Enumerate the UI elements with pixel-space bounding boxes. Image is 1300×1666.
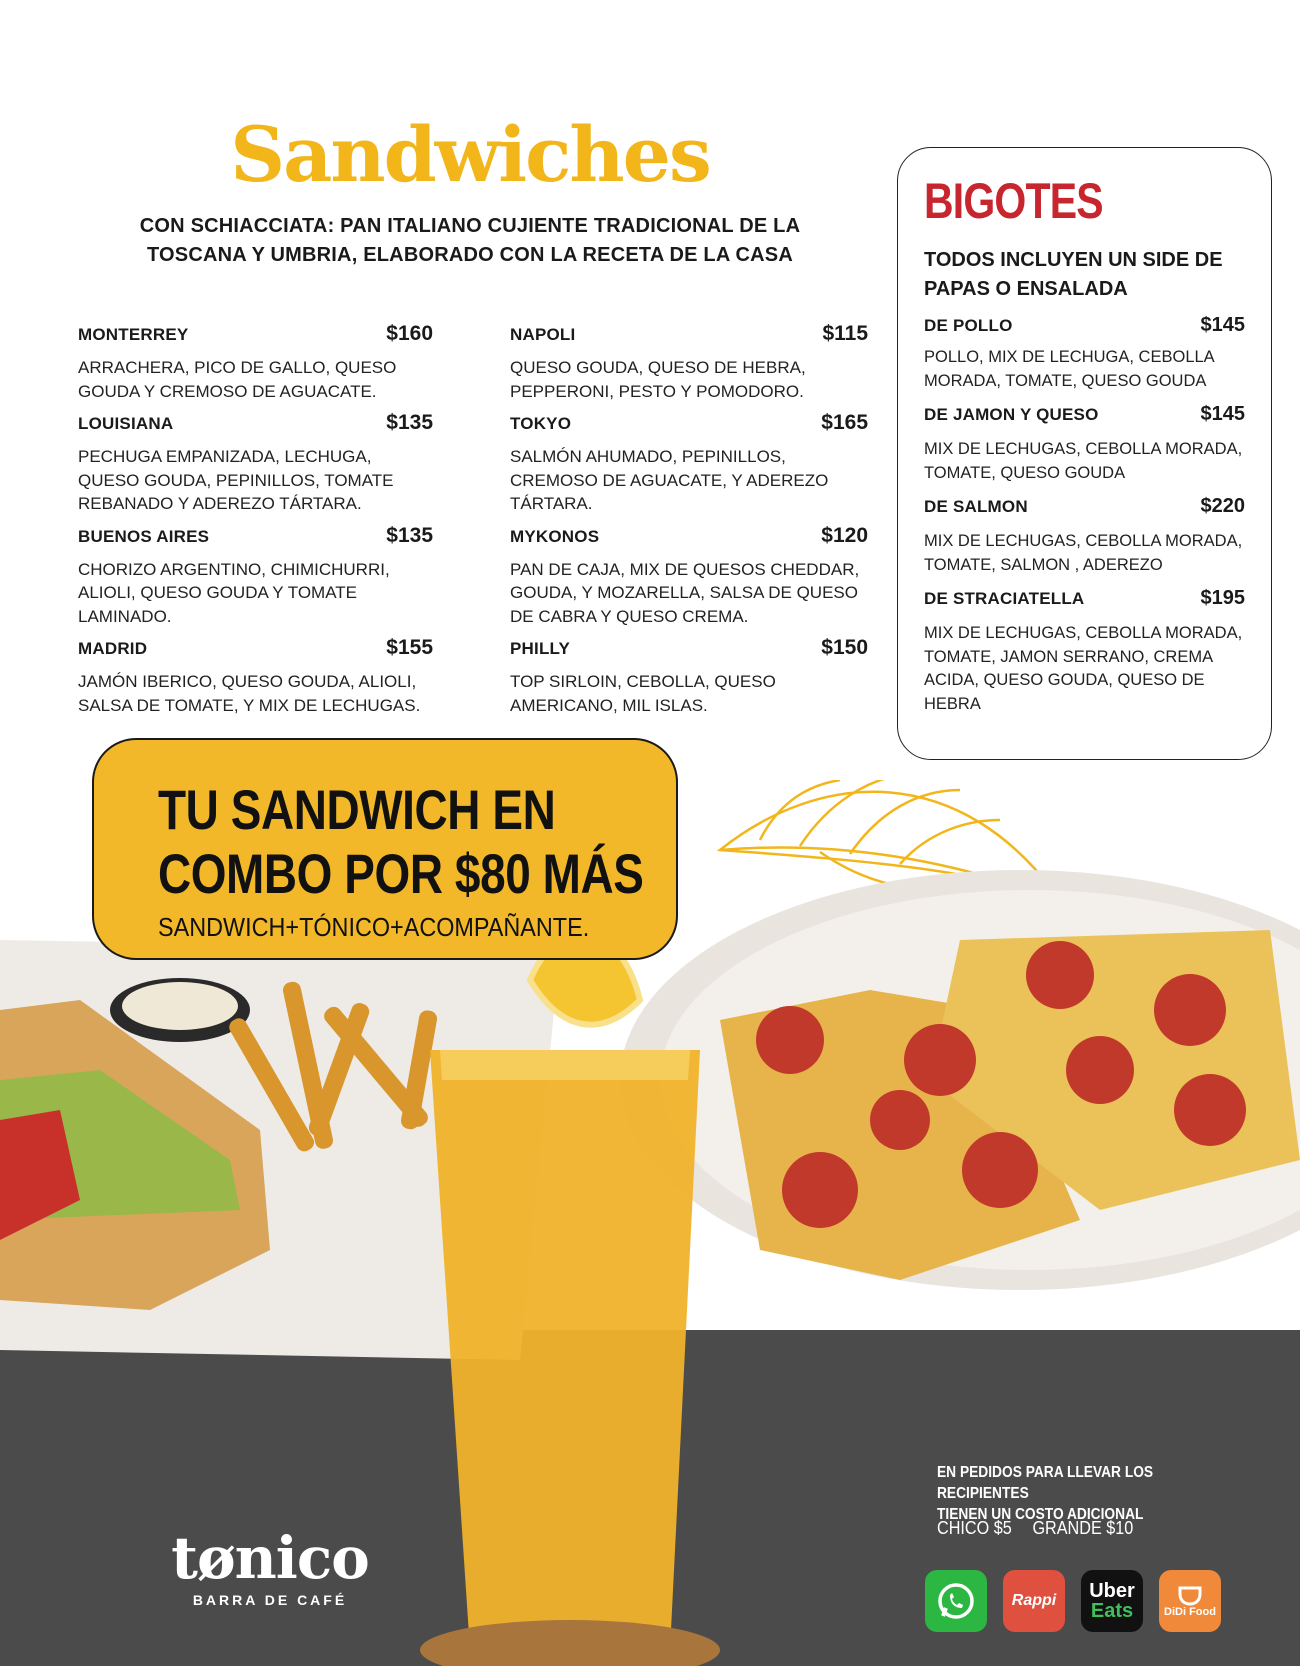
item-name: MYKONOS <box>510 526 600 546</box>
combo-headline <box>158 778 683 906</box>
menu-column-middle <box>510 322 868 725</box>
item-price: $145 <box>1200 403 1245 425</box>
item-price: $195 <box>1200 587 1245 609</box>
combo-subtext: SANDWICH+TÓNICO+ACOMPAÑANTE. <box>158 912 590 942</box>
page-subtitle <box>60 212 880 270</box>
menu-item <box>78 322 433 403</box>
page-title: Sandwiches <box>230 110 710 199</box>
item-name: LOUISIANA <box>78 414 174 433</box>
menu-item <box>510 322 868 403</box>
combo-line-2: COMBO POR $80 MÁS <box>158 842 644 905</box>
item-name: TOKYO <box>510 414 572 433</box>
drink-glass <box>430 1050 700 1650</box>
subtitle-line-1: CON SCHIACCIATA: PAN ITALIANO CUJIENTE TRADICIONAL DE LA <box>139 215 801 237</box>
coaster <box>420 1620 720 1666</box>
item-description: PECHUGA EMPANIZADA, LECHUGA, QUESO GOUDA, PEPINILLOS, TOMATE REBANADO Y ADEREZO TÁRTARA. <box>78 447 394 513</box>
uber-label: Uber <box>1089 1580 1135 1602</box>
item-name: MADRID <box>78 639 148 658</box>
menu-item <box>78 524 433 629</box>
bigotes-item <box>924 403 1245 485</box>
subtitle-line-2: TOSCANA Y UMBRIA, ELABORADO CON LA RECETA DE LA CASA <box>147 244 793 266</box>
takeaway-note <box>937 1462 1212 1525</box>
item-name: BUENOS AIRES <box>78 526 210 546</box>
item-description: ARRACHERA, PICO DE GALLO, QUESO GOUDA Y CREMOSO DE AGUACATE. <box>78 358 397 401</box>
item-price: $150 <box>821 636 868 659</box>
item-price: $135 <box>386 411 433 434</box>
item-description: QUESO GOUDA, QUESO DE HEBRA, PEPPERONI, PESTO Y POMODORO. <box>510 358 806 401</box>
menu-item <box>78 411 433 516</box>
menu-column-left <box>78 322 433 725</box>
item-description: CHORIZO ARGENTINO, CHIMICHURRI, ALIOLI, QUESO GOUDA Y TOMATE LAMINADO. <box>78 559 390 626</box>
size-large-price: GRANDE $10 <box>1032 1518 1134 1538</box>
combo-line-1: TU SANDWICH EN <box>158 778 556 841</box>
didi-food-icon[interactable] <box>1159 1570 1221 1632</box>
menu-item <box>510 411 868 516</box>
item-price: $145 <box>1200 314 1245 336</box>
item-price: $120 <box>821 523 868 547</box>
rappi-icon[interactable]: Rappi <box>1003 1570 1065 1632</box>
whatsapp-icon[interactable] <box>925 1570 987 1632</box>
item-name: DE SALMON <box>924 497 1028 516</box>
uber-eats-icon[interactable] <box>1081 1570 1143 1632</box>
didi-label: DiDi Food <box>1164 1606 1216 1618</box>
item-price: $220 <box>1200 495 1245 517</box>
item-name: DE POLLO <box>924 316 1013 335</box>
item-price: $135 <box>386 523 433 547</box>
combo-banner <box>92 738 678 960</box>
brand-logo <box>160 1524 380 1608</box>
item-name: MONTERREY <box>78 325 189 344</box>
bigotes-item <box>924 495 1245 577</box>
container-prices <box>937 1518 1149 1539</box>
item-price: $115 <box>822 322 868 345</box>
item-price: $155 <box>386 636 433 659</box>
size-small-price: CHICO $5 <box>937 1518 1012 1538</box>
bigotes-card <box>897 147 1272 760</box>
item-price: $160 <box>386 322 433 345</box>
item-description: JAMÓN IBERICO, QUESO GOUDA, ALIOLI, SALSA DE TOMATE, Y MIX DE LECHUGAS. <box>78 672 421 715</box>
item-description: PAN DE CAJA, MIX DE QUESOS CHEDDAR, GOUDA, Y MOZARELLA, SALSA DE QUESO DE CABRA Y QUESO CREMA. <box>510 559 860 626</box>
logo-tagline: BARRA DE CAFÉ <box>192 1592 348 1608</box>
item-description: TOP SIRLOIN, CEBOLLA, QUESO AMERICANO, MIL ISLAS. <box>510 672 776 715</box>
item-description: MIX DE LECHUGAS, CEBOLLA MORADA, TOMATE, SALMON , ADEREZO <box>924 532 1243 574</box>
item-name: PHILLY <box>510 639 571 658</box>
item-description: SALMÓN AHUMADO, PEPINILLOS, CREMOSO DE AGUACATE, Y ADEREZO TÁRTARA. <box>510 447 829 513</box>
item-description: POLLO, MIX DE LECHUGA, CEBOLLA MORADA, TOMATE, QUESO GOUDA <box>924 348 1214 390</box>
menu-item <box>78 636 433 717</box>
menu-item <box>510 636 868 717</box>
item-name: NAPOLI <box>510 325 576 344</box>
takeaway-note-line-1: EN PEDIDOS PARA LLEVAR LOS RECIPIENTES <box>937 1464 1154 1502</box>
bigotes-subtitle: TODOS INCLUYEN UN SIDE DE PAPAS O ENSALADA <box>924 249 1223 300</box>
eats-label: Eats <box>1090 1600 1134 1622</box>
item-description: MIX DE LECHUGAS, CEBOLLA MORADA, TOMATE, JAMON SERRANO, CREMA ACIDA, QUESO GOUDA, QUESO DE HEBRA <box>924 624 1243 713</box>
item-name: DE JAMON Y QUESO <box>924 405 1099 424</box>
item-description: MIX DE LECHUGAS, CEBOLLA MORADA, TOMATE, QUESO GOUDA <box>924 440 1243 482</box>
bigotes-item <box>924 587 1245 716</box>
bigotes-item <box>924 314 1245 393</box>
menu-item <box>510 524 868 629</box>
item-price: $165 <box>821 411 868 434</box>
logo-wordmark: tønico <box>171 1524 369 1592</box>
takeaway-note-line-2: TIENEN UN COSTO ADICIONAL <box>937 1506 1144 1523</box>
delivery-apps <box>925 1570 1221 1632</box>
item-name: DE STRACIATELLA <box>924 589 1085 608</box>
bigotes-title: BIGOTES <box>924 173 1103 229</box>
